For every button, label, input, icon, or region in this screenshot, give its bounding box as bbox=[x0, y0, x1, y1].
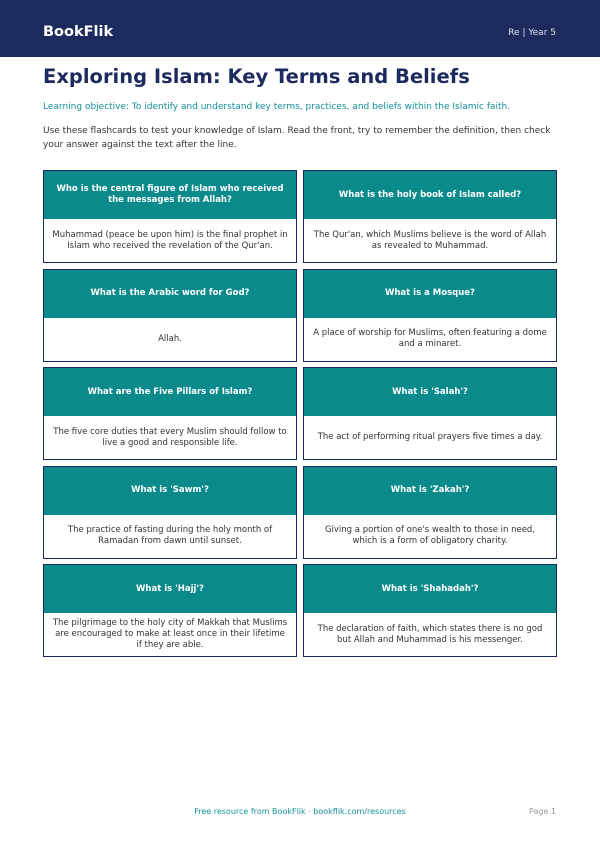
flashcard-answer: Giving a portion of one's wealth to those in need, which is a form of obligatory charity. bbox=[324, 525, 536, 546]
flashcard-question: What is the holy book of Islam called? bbox=[304, 171, 556, 219]
subject-year-label: Re | Year 5 bbox=[508, 28, 556, 38]
flashcard-answer: The pilgrimage to the holy city of Makkah that Muslims are encouraged to make at least once in their lifetime if they are able. bbox=[52, 618, 288, 650]
flashcard-row bbox=[43, 367, 557, 460]
flashcard-question: What is 'Shahadah'? bbox=[304, 565, 556, 613]
flashcard bbox=[43, 269, 297, 362]
flashcard bbox=[303, 564, 557, 657]
flashcard-question: What are the Five Pillars of Islam? bbox=[44, 368, 296, 416]
flashcard bbox=[303, 170, 557, 263]
flashcard bbox=[43, 564, 297, 657]
flashcard-answer: A place of worship for Muslims, often featuring a dome and a minaret. bbox=[313, 328, 547, 349]
flashcard-answer: The declaration of faith, which states there is no god but Allah and Muhammad is his messenger. bbox=[317, 623, 543, 645]
brand-logo-text: BookFlik bbox=[43, 24, 114, 40]
instructions-text: Use these flashcards to test your knowledge of Islam. Read the front, try to remember the definition, then check your answer against the text after the line. bbox=[43, 126, 551, 150]
flashcard-row bbox=[43, 170, 557, 263]
learning-objective: Learning objective: To identify and understand key terms, practices, and beliefs within the Islamic faith. bbox=[43, 102, 511, 112]
footer-credit: Free resource from BookFlik · bookflik.com/resources bbox=[194, 807, 406, 816]
top-banner bbox=[0, 0, 600, 57]
flashcard-answer: Muhammad (peace be upon him) is the final prophet in Islam who received the revelation of the Qur'an. bbox=[52, 229, 288, 251]
flashcard-question: What is 'Hajj'? bbox=[44, 565, 296, 613]
flashcard-row bbox=[43, 466, 557, 559]
flashcard bbox=[43, 367, 297, 460]
flashcard-answer: The act of performing ritual prayers five times a day. bbox=[317, 432, 543, 442]
flashcard bbox=[43, 170, 297, 263]
flashcard-question: What is 'Salah'? bbox=[304, 368, 556, 416]
flashcard bbox=[43, 466, 297, 559]
flashcard bbox=[303, 367, 557, 460]
flashcard-question: What is 'Zakah'? bbox=[304, 467, 556, 515]
flashcard-question: What is a Mosque? bbox=[304, 270, 556, 318]
flashcard bbox=[303, 466, 557, 559]
flashcard-answer: The practice of fasting during the holy month of Ramadan from dawn until sunset. bbox=[67, 525, 273, 546]
flashcard-answer: Allah. bbox=[158, 333, 182, 344]
flashcard-answer: The Qur'an, which Muslims believe is the word of Allah as revealed to Muhammad. bbox=[313, 229, 547, 251]
page-number: Page 1 bbox=[529, 807, 556, 816]
flashcard-row bbox=[43, 269, 557, 362]
flashcard-question: Who is the central figure of Islam who received the messages from Allah? bbox=[44, 171, 296, 219]
flashcard-row bbox=[43, 564, 557, 657]
flashcard-question: What is the Arabic word for God? bbox=[44, 270, 296, 318]
flashcard-answer: The five core duties that every Muslim should follow to live a good and responsible life. bbox=[53, 426, 287, 448]
flashcard-grid bbox=[43, 170, 557, 663]
flashcard bbox=[303, 269, 557, 362]
flashcard-question: What is 'Sawm'? bbox=[44, 467, 296, 515]
page-title: Exploring Islam: Key Terms and Beliefs bbox=[43, 65, 470, 88]
